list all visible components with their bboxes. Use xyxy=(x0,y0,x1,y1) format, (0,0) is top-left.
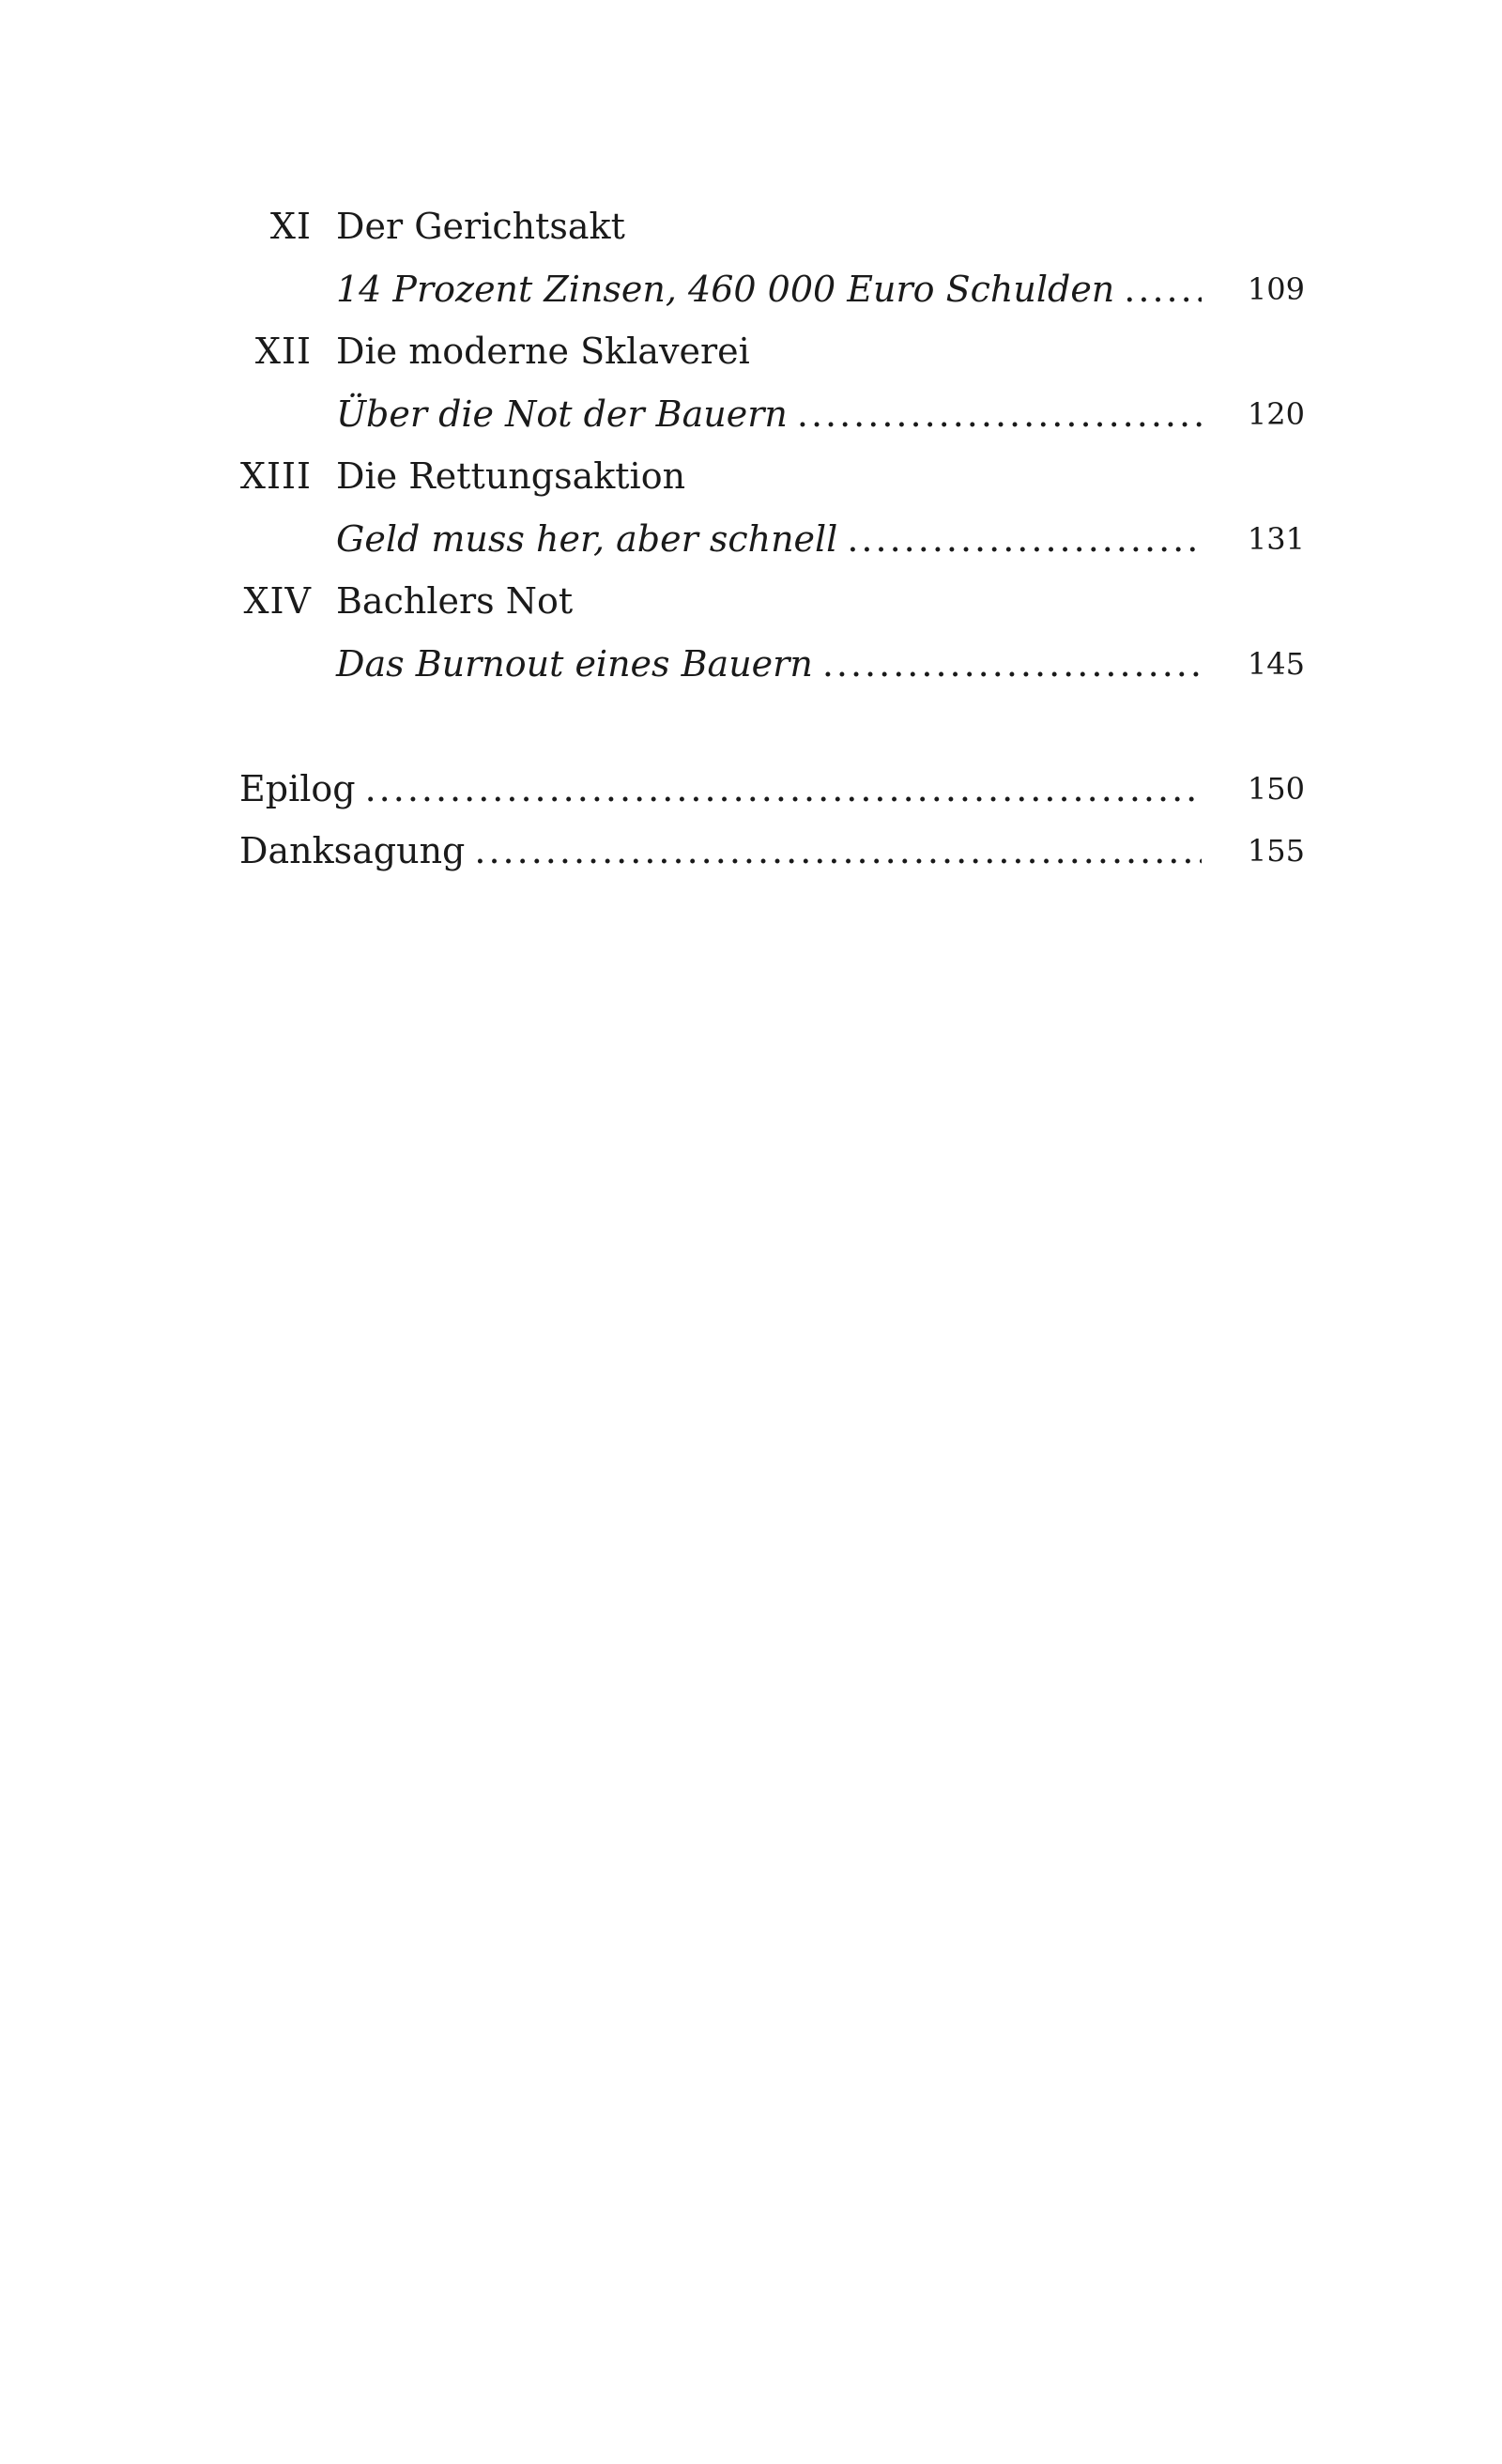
chapter-number: XI xyxy=(269,206,312,247)
toc-entry xyxy=(239,761,1202,817)
dot-leader xyxy=(1124,261,1202,317)
toc-chapter-heading-14 xyxy=(0,573,1502,629)
page-number: 155 xyxy=(1247,833,1305,869)
toc-chapter-subtitle-12[interactable] xyxy=(0,386,1502,442)
toc-chapter-heading-13 xyxy=(0,448,1502,504)
toc-back-matter-epilog[interactable] xyxy=(0,761,1502,817)
toc-chapter-subtitle-14[interactable] xyxy=(0,636,1502,692)
toc-entry xyxy=(336,261,1202,317)
chapter-title: Bachlers Not xyxy=(336,580,574,622)
chapter-number: XIV xyxy=(243,580,312,622)
chapter-title: Die Rettungsaktion xyxy=(336,455,686,497)
chapter-subtitle: Geld muss her, aber schnell xyxy=(336,518,838,560)
dot-leader xyxy=(847,511,1202,567)
toc-entry xyxy=(336,511,1202,567)
chapter-number: XII xyxy=(254,331,312,372)
chapter-title: Die moderne Sklaverei xyxy=(336,331,750,372)
page-number: 120 xyxy=(1247,396,1305,432)
dot-leader xyxy=(822,636,1202,692)
toc-back-matter-danksagung[interactable] xyxy=(0,823,1502,879)
back-matter-title: Danksagung xyxy=(239,830,466,871)
chapter-subtitle: Über die Not der Bauern xyxy=(336,393,788,435)
chapter-title: Der Gerichtsakt xyxy=(336,206,625,247)
chapter-subtitle: Das Burnout eines Bauern xyxy=(336,643,813,685)
page-number: 150 xyxy=(1247,771,1305,807)
chapter-number: XIII xyxy=(239,455,312,497)
dot-leader xyxy=(365,761,1202,817)
toc-chapter-subtitle-13[interactable] xyxy=(0,511,1502,567)
page-number: 145 xyxy=(1247,646,1305,682)
toc-entry xyxy=(239,823,1202,879)
page-number: 131 xyxy=(1247,521,1305,557)
toc-chapter-heading-12 xyxy=(0,323,1502,379)
dot-leader xyxy=(797,386,1202,442)
toc-chapter-subtitle-11[interactable] xyxy=(0,261,1502,317)
toc-chapter-heading-11 xyxy=(0,198,1502,254)
toc-entry xyxy=(336,386,1202,442)
page-number: 109 xyxy=(1247,271,1305,307)
dot-leader xyxy=(474,823,1202,879)
chapter-subtitle: 14 Prozent Zinsen, 460 000 Euro Schulden xyxy=(336,269,1115,310)
toc-entry xyxy=(336,636,1202,692)
back-matter-title: Epilog xyxy=(239,768,356,809)
